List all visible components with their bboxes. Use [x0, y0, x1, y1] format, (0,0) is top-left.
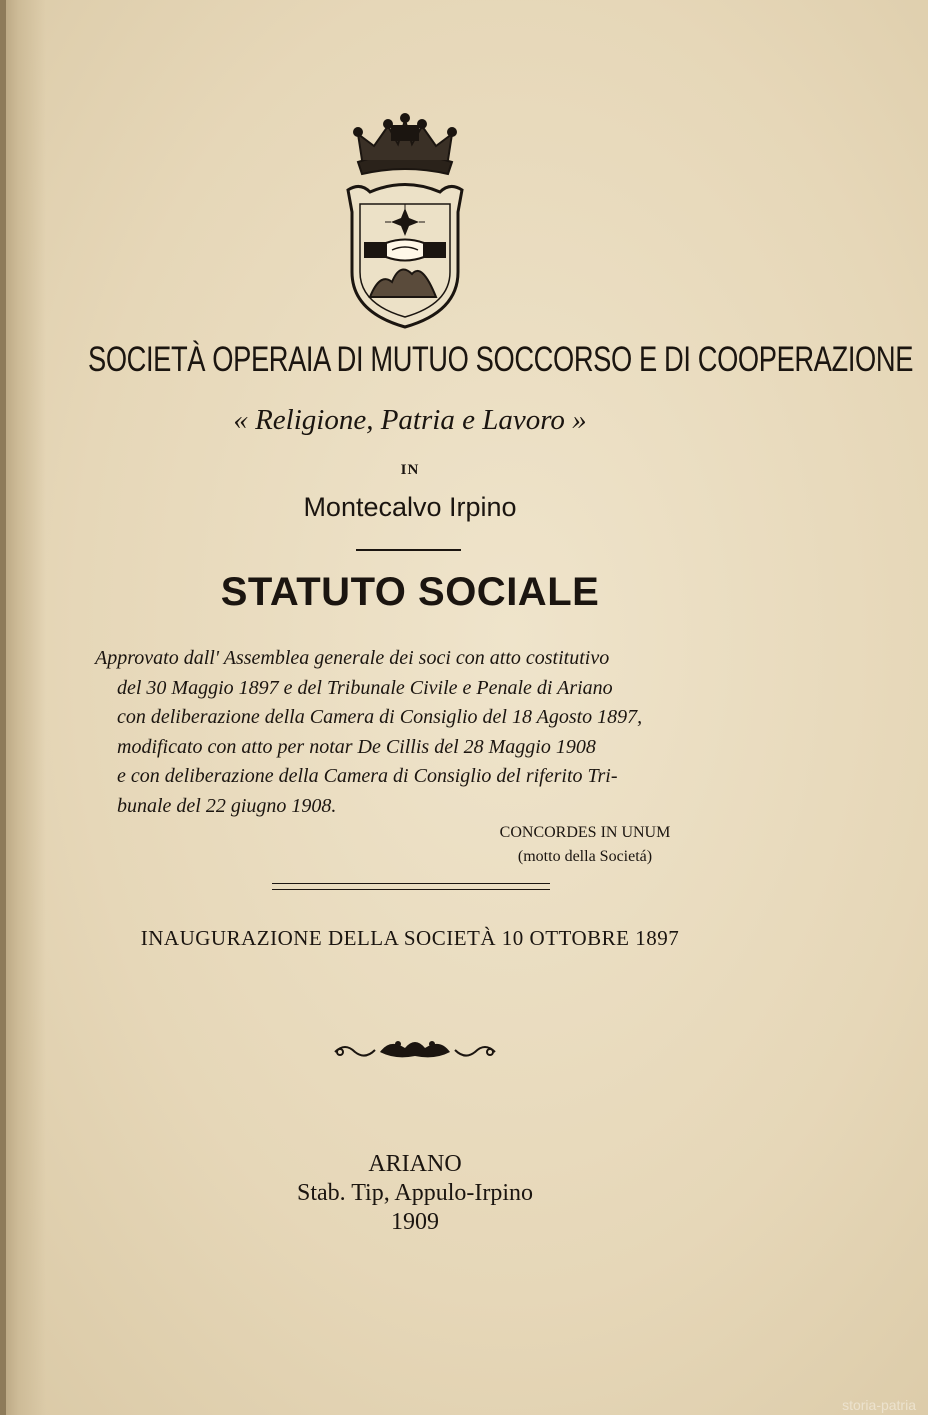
- imprint-printer: Stab. Tip, Appulo-Irpino: [296, 1180, 534, 1206]
- inauguration-date: INAUGURAZIONE DELLA SOCIETÀ 10 OTTOBRE 1897: [140, 926, 680, 950]
- crest-icon: [340, 112, 470, 332]
- short-divider: [356, 549, 461, 551]
- latin-motto: CONCORDES IN UNUM: [499, 824, 671, 841]
- society-motto: « Religione, Patria e Lavoro »: [233, 404, 587, 436]
- ornament-icon: [330, 1030, 500, 1070]
- approval-line: Approvato dall' Assemblea generale dei soci con atto costitutivo: [95, 647, 610, 669]
- approval-line: con deliberazione della Camera di Consiglio del 18 Agosto 1897,: [117, 706, 643, 728]
- imprint-year: 1909: [391, 1209, 439, 1235]
- imprint-block: [0, 1150, 830, 1237]
- society-name: SOCIETÀ OPERAIA DI MUTUO SOCCORSO E DI COOPERAZIONE: [88, 340, 914, 379]
- approval-line: e con deliberazione della Camera di Consiglio del riferito Tri-: [117, 765, 618, 787]
- latin-motto-block: [470, 821, 700, 869]
- approval-line: modificato con atto per notar De Cillis del 28 Maggio 1908: [117, 735, 596, 758]
- latin-motto-note: (motto della Societá): [517, 848, 653, 865]
- place-name: Montecalvo Irpino: [303, 492, 517, 522]
- double-divider: [272, 883, 550, 890]
- approval-paragraph: [95, 644, 745, 821]
- watermark-text: storia-patria: [842, 1397, 916, 1413]
- approval-line: del 30 Maggio 1897 e del Tribunale Civile e Penale di Ariano: [117, 676, 613, 699]
- approval-line: bunale del 22 giugno 1908.: [117, 794, 337, 817]
- preposition-in: IN: [400, 462, 420, 478]
- imprint-city: ARIANO: [368, 1151, 462, 1177]
- document-title: STATUTO SOCIALE: [220, 570, 600, 614]
